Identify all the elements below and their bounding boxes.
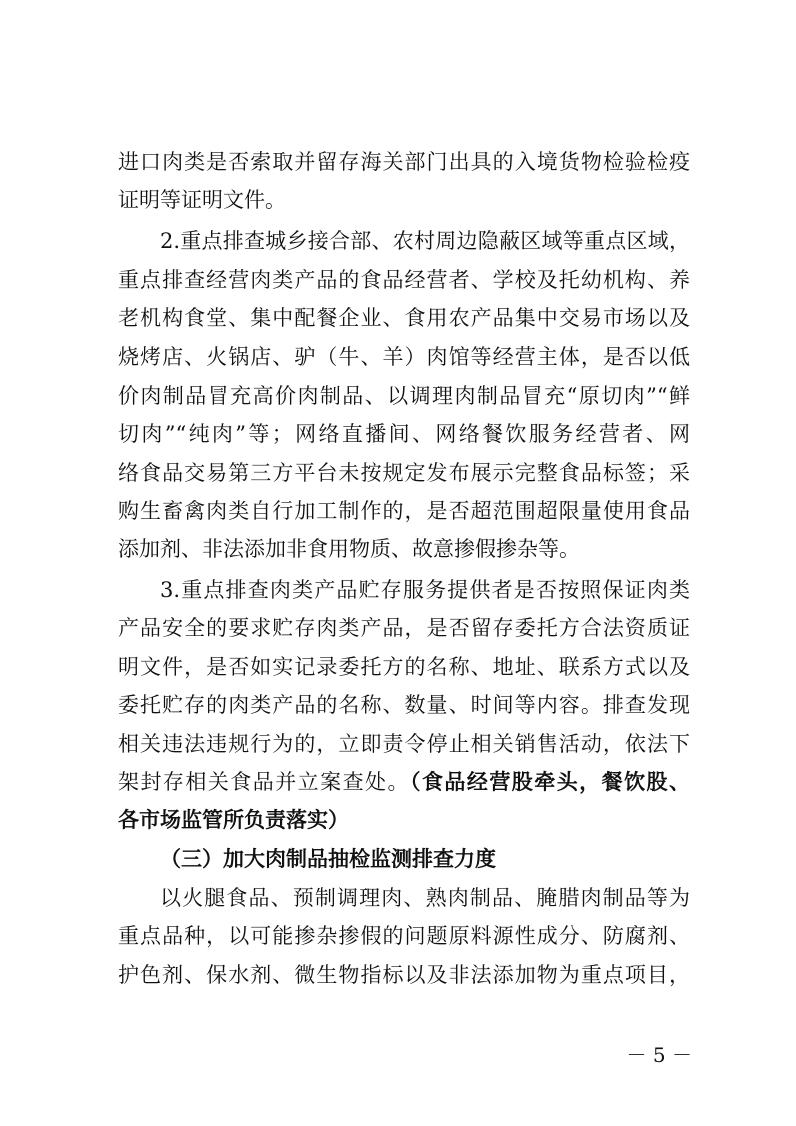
text-line: 以火腿食品、预制调理肉、熟肉制品、腌腊肉制品等为 bbox=[160, 886, 690, 910]
text-line: 相关违法违规行为的，立即责令停止相关销售活动，依法下 bbox=[118, 732, 690, 756]
text-line bbox=[118, 768, 690, 796]
text-line: 产品安全的要求贮存肉类产品，是否留存委托方合法资质证 bbox=[118, 616, 690, 640]
text-line: 重点品种，以可能掺杂掺假的问题原料源性成分、防腐剂、 bbox=[118, 924, 690, 948]
responsibility-note-bold: （食品经营股牵头，餐饮股、 bbox=[409, 769, 691, 794]
text-line: 护色剂、保水剂、微生物指标以及非法添加物为重点项目， bbox=[118, 963, 690, 987]
text-line: 添加剂、非法添加非食用物质、故意掺假掺杂等。 bbox=[118, 537, 580, 561]
text-line: 3.重点排查肉类产品贮存服务提供者是否按照保证肉类 bbox=[160, 578, 690, 602]
text-line: 明文件，是否如实记录委托方的名称、地址、联系方式以及 bbox=[118, 655, 690, 679]
text-line: 烧烤店、火锅店、驴（牛、羊）肉馆等经营主体，是否以低 bbox=[118, 345, 690, 369]
text-line: 络食品交易第三方平台未按规定发布展示完整食品标签；采 bbox=[118, 461, 690, 485]
text-line: 进口肉类是否索取并留存海关部门出具的入境货物检验检疫 bbox=[118, 150, 690, 174]
text-line: 购生畜禽肉类自行加工制作的，是否超范围超限量使用食品 bbox=[118, 499, 690, 523]
text-line: 老机构食堂、集中配餐企业、食用农产品集中交易市场以及 bbox=[118, 306, 690, 330]
section-heading: （三）加大肉制品抽检监测排查力度 bbox=[160, 846, 496, 871]
text-line: 委托贮存的肉类产品的名称、数量、时间等内容。排查发现 bbox=[118, 693, 690, 717]
text-line: 重点排查经营肉类产品的食品经营者、学校及托幼机构、养 bbox=[118, 268, 690, 292]
text-line: 2.重点排查城乡接合部、农村周边隐蔽区域等重点区域， bbox=[160, 229, 690, 253]
responsibility-note-bold: 各市场监管所负责落实） bbox=[118, 807, 349, 832]
text-normal-span: 架封存相关食品并立案查处。 bbox=[118, 770, 410, 794]
text-line: 切肉”“纯肉”等；网络直播间、网络餐饮服务经营者、网 bbox=[118, 422, 690, 446]
text-line: 证明等证明文件。 bbox=[118, 188, 286, 212]
page-number: － 5 － bbox=[626, 1043, 692, 1067]
text-line: 价肉制品冒充高价肉制品、以调理肉制品冒充“原切肉”“鲜 bbox=[118, 384, 690, 408]
